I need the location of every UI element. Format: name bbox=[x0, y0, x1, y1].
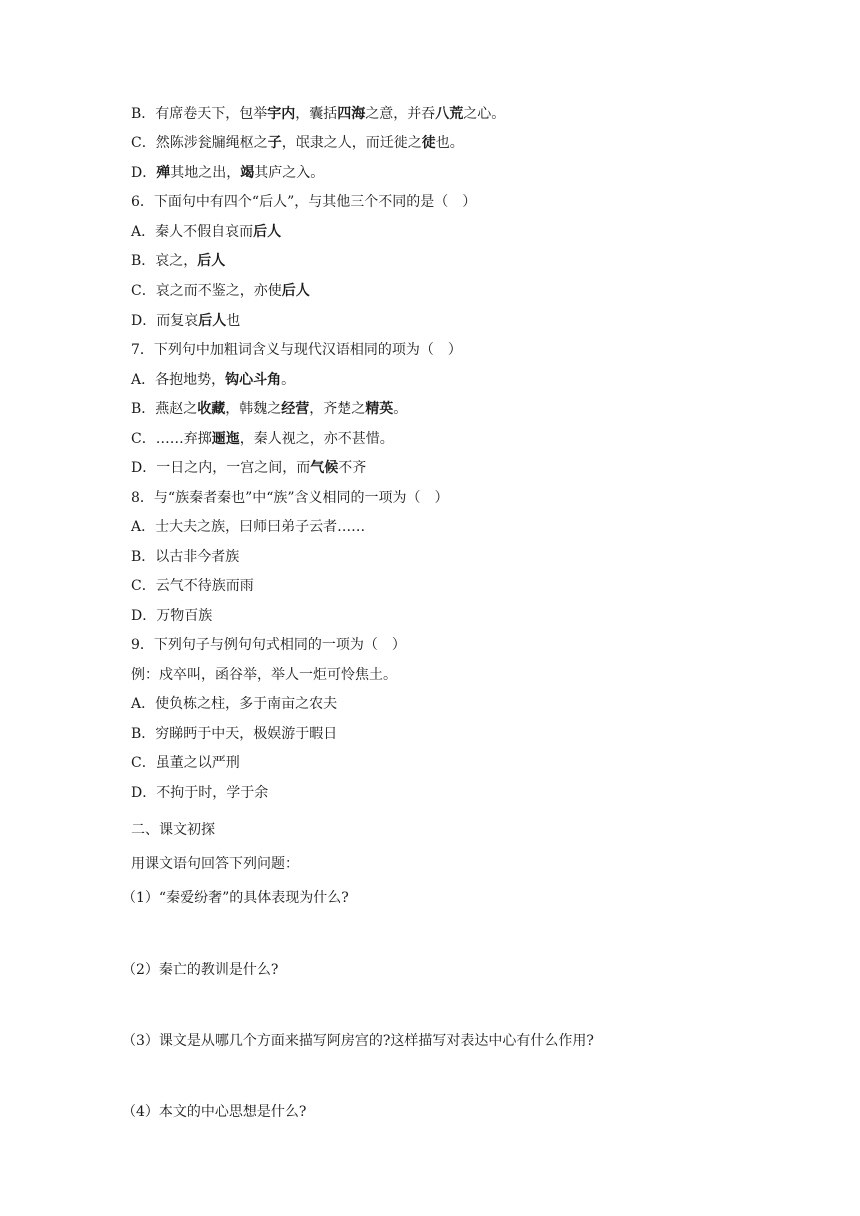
text-segment: D．而复哀 bbox=[131, 313, 199, 329]
text-segment: ，秦人视之，亦不甚惜。 bbox=[239, 431, 394, 447]
bold-term: 后人 bbox=[281, 283, 310, 299]
text-line bbox=[131, 783, 268, 803]
bold-term: 经营 bbox=[281, 401, 310, 417]
bold-term: 宇内 bbox=[267, 106, 296, 122]
bold-term: 收藏 bbox=[197, 401, 226, 417]
text-line bbox=[131, 340, 462, 360]
bold-term: 殚 bbox=[156, 165, 171, 181]
text-line bbox=[131, 104, 505, 124]
text-segment: ，韩魏之 bbox=[225, 401, 282, 417]
text-line bbox=[122, 960, 278, 980]
text-segment: 其地之出， bbox=[170, 165, 241, 181]
text-segment: ，齐楚之 bbox=[309, 401, 366, 417]
text-line bbox=[122, 1102, 306, 1122]
bold-term: 精英 bbox=[365, 401, 394, 417]
bold-term: 竭 bbox=[240, 165, 255, 181]
text-line bbox=[131, 694, 337, 714]
bold-term: 八荒 bbox=[435, 106, 464, 122]
text-segment: D．一日之内，一宫之间，而 bbox=[131, 460, 311, 476]
text-segment: （4）本文的中心思想是什么? bbox=[122, 1104, 307, 1120]
text-segment: C．……弃掷 bbox=[131, 431, 212, 447]
text-segment: 也。 bbox=[435, 135, 464, 151]
text-segment: 之意，并吞 bbox=[365, 106, 436, 122]
text-segment: D．不拘于时，学于余 bbox=[131, 785, 269, 801]
text-line bbox=[122, 1031, 594, 1051]
text-line bbox=[131, 854, 299, 874]
text-line bbox=[131, 665, 397, 685]
text-segment: 。 bbox=[281, 372, 296, 388]
text-segment: A．使负栋之柱，多于南亩之农夫 bbox=[131, 696, 338, 712]
text-segment: A．各抱地势， bbox=[131, 372, 226, 388]
text-segment: B．哀之， bbox=[131, 253, 198, 269]
bold-term: 徒 bbox=[421, 135, 436, 151]
text-line bbox=[131, 724, 337, 744]
text-segment: 二、课文初探 bbox=[131, 822, 215, 838]
text-line bbox=[131, 192, 476, 212]
text-segment: 不齐 bbox=[338, 460, 367, 476]
bold-term: 四海 bbox=[337, 106, 366, 122]
option-prefix: D． bbox=[131, 165, 157, 181]
text-segment: （3）课文是从哪几个方面来描写阿房宫的?这样描写对表达中心有什么作用? bbox=[122, 1033, 594, 1049]
text-segment: 也 bbox=[226, 313, 241, 329]
text-line bbox=[131, 458, 366, 478]
text-line bbox=[122, 888, 349, 908]
text-segment: B．以古非今者族 bbox=[131, 549, 240, 565]
bold-term: 后人 bbox=[198, 313, 227, 329]
text-segment: 8．与“族秦者秦也”中“族”含义相同的一项为（ ） bbox=[131, 490, 449, 506]
text-segment: C．然陈涉瓮牖绳枢之 bbox=[131, 135, 268, 151]
text-line bbox=[131, 222, 281, 242]
bold-term: 气候 bbox=[310, 460, 339, 476]
bold-term: 后人 bbox=[253, 224, 282, 240]
text-segment: D．万物百族 bbox=[131, 608, 213, 624]
text-segment: 例：戍卒叫，函谷举，举人一炬可怜焦土。 bbox=[131, 667, 397, 683]
text-line bbox=[131, 753, 240, 773]
text-line bbox=[131, 133, 464, 153]
text-line bbox=[131, 820, 215, 840]
text-line bbox=[131, 163, 324, 183]
text-segment: A．士大夫之族，曰师曰弟子云者…… bbox=[131, 519, 366, 535]
text-segment: 6．下面句中有四个“后人”，与其他三个不同的是（ ） bbox=[131, 194, 477, 210]
text-line bbox=[131, 517, 365, 537]
text-segment: 。 bbox=[393, 401, 408, 417]
text-segment: 用课文语句回答下列问题： bbox=[131, 856, 299, 872]
text-line bbox=[131, 576, 254, 596]
text-line bbox=[131, 635, 406, 655]
text-segment: 9．下列句子与例句句式相同的一项为（ ） bbox=[131, 637, 406, 653]
text-segment: 其庐之入。 bbox=[254, 165, 325, 181]
text-segment: B．燕赵之 bbox=[131, 401, 198, 417]
bold-term: 子 bbox=[267, 135, 282, 151]
text-line bbox=[131, 281, 310, 301]
text-line bbox=[131, 399, 407, 419]
text-line bbox=[131, 251, 225, 271]
bold-term: 后人 bbox=[197, 253, 226, 269]
bold-term: 逦迤 bbox=[211, 431, 240, 447]
text-line bbox=[131, 311, 240, 331]
text-segment: C．云气不待族而雨 bbox=[131, 578, 254, 594]
text-segment: ，氓隶之人，而迁徙之 bbox=[281, 135, 422, 151]
text-segment: B．穷睇眄于中天，极娱游于暇日 bbox=[131, 726, 338, 742]
text-segment: （2）秦亡的教训是什么? bbox=[122, 962, 279, 978]
text-line bbox=[131, 370, 295, 390]
text-segment: B．有席卷天下，包举 bbox=[131, 106, 268, 122]
text-segment: C．哀之而不鉴之，亦使 bbox=[131, 283, 282, 299]
text-line bbox=[131, 606, 212, 626]
text-line bbox=[131, 488, 449, 508]
text-line bbox=[131, 547, 239, 567]
text-line bbox=[131, 429, 394, 449]
bold-term: 钩心斗角 bbox=[225, 372, 282, 388]
text-segment: 之心。 bbox=[463, 106, 506, 122]
text-segment: ，囊括 bbox=[295, 106, 338, 122]
text-segment: （1）“秦爱纷奢”的具体表现为什么? bbox=[122, 890, 349, 906]
text-segment: 7．下列句中加粗词含义与现代汉语相同的项为（ ） bbox=[131, 342, 462, 358]
text-segment: A．秦人不假自哀而 bbox=[131, 224, 254, 240]
text-segment: C．虽董之以严刑 bbox=[131, 755, 240, 771]
